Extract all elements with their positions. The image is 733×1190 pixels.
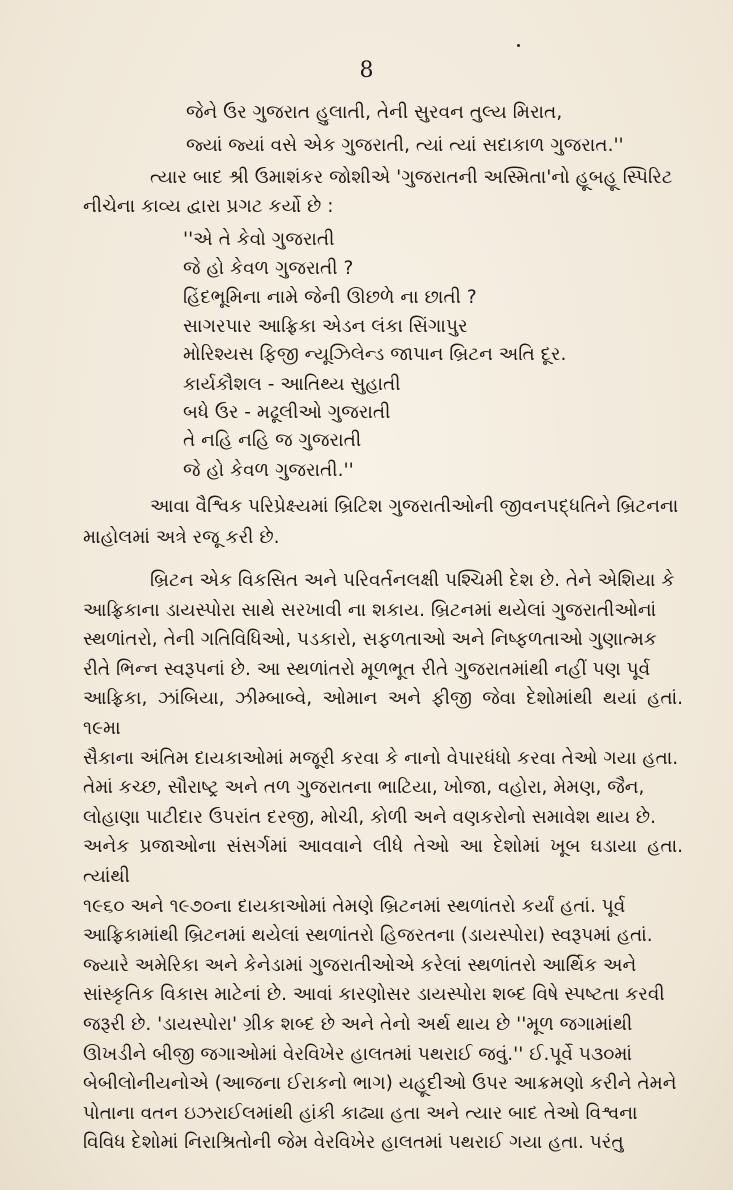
paragraph-line: જરૂરી છે. 'ડાયસ્પોરા' ગ્રીક શબ્દ છે અને તેનો અર્થ થાય છે ''મૂળ જગામાંથી — [83, 1013, 633, 1035]
verse-line: જેને ઉર ગુજરાત હુલાતી, તેની સુરવન તુલ્ય મિરાત, — [186, 102, 563, 123]
poem-line: જે હો કેવળ ગુજરાતી.'' — [183, 460, 354, 481]
paragraph-line: અનેક પ્રજાઓના સંસર્ગમાં આવવાને લીધે તેઓ આ દેશોમાં ખૂબ ઘડાયા હતા. ત્યાંથી — [83, 836, 683, 887]
page-number: 8 — [359, 58, 374, 83]
poem-line: જે હો કેવળ ગુજરાતી ? — [183, 258, 354, 279]
poem-line: બધે ઉર - મઢૂલીઓ ગુજરાતી — [183, 402, 391, 423]
poem-line: હિંદભૂમિના નામે જેની ઊછળે ના છાતી ? — [183, 287, 477, 308]
paragraph-line: આફ્રિકાના ડાયસ્પોરા સાથે સરખાવી ના શકાય. બ્રિટનમાં થયેલાં ગુજરાતીઓનાં — [83, 599, 657, 621]
poem-line: તે નહિ નહિ જ ગુજરાતી — [183, 430, 362, 451]
paragraph-line: વિવિધ દેશોમાં નિરાશ્રિતોની જેમ વેરવિખેર હાલતમાં પથરાઈ ગયા હતા. પરંતુ — [83, 1132, 624, 1154]
intro-line: ત્યાર બાદ શ્રી ઉમાશંકર જોશીએ 'ગુજરાતની અસ્મિતા'નો હૂબહૂ સ્પિરિટ — [150, 167, 673, 188]
paragraph-line: રીતે ભિન્ન સ્વરૂપનાં છે. આ સ્થળાંતરો મૂળભૂત રીતે ગુજરાતમાંથી નહીં પણ પૂર્વ — [83, 658, 651, 680]
paragraph-line: બ્રિટન એક વિકસિત અને પરિવર્તનલક્ષી પશ્ચિમી દેશ છે. તેને એશિયા કે — [150, 570, 675, 591]
paragraph-diaspora — [83, 566, 683, 1158]
paragraph-line: માહોલમાં અત્રે રજૂ કરી છે. — [83, 527, 280, 548]
paragraph-line: સ્થળાંતરો, તેની ગતિવિધિઓ, પડકારો, સફળતાઓ અને નિષ્ફળતાઓ ગુણાત્મક — [83, 629, 657, 651]
paragraph-line: જ્યારે અમેરિકા અને કેનેડામાં ગુજરાતીઓએ કરેલાં સ્થળાંતરો આર્થિક અને — [83, 954, 637, 976]
paragraph-line: પોતાના વતન ઇઝરાઈલમાંથી હાંકી કાઢ્યા હતા અને ત્યાર બાદ તેઓ વિશ્વના — [83, 1102, 638, 1124]
paragraph-line: સૈકાના અંતિમ દાયકાઓમાં મજૂરી કરવા કે નાનો વેપારધંધો કરવા તેઓ ગયા હતા. — [83, 747, 679, 769]
paragraph-line: તેમાં કચ્છ, સૌરાષ્ટ્ર અને તળ ગુજરાતના ભાટિયા, ખોજા, વહોરા, મેમણ, જૈન, — [83, 777, 645, 799]
page-speck — [517, 44, 520, 47]
paragraph-line: સાંસ્કૃતિક વિકાસ માટેનાં છે. આવાં કારણોસર ડાયસ્પોરા શબ્દ વિષે સ્પષ્ટતા કરવી — [83, 984, 665, 1006]
paragraph-line: આફ્રિકામાંથી બ્રિટનમાં થયેલાં સ્થળાંતરો હિજરતના (ડાયસ્પોરા) સ્વરૂપમાં હતાં. — [83, 925, 653, 947]
paragraph-line: લોહાણા પાટીદાર ઉપરાંત દરજી, મોચી, કોળી અને વણકરોનો સમાવેશ થાય છે. — [83, 806, 656, 828]
intro-line: નીચેના કાવ્ય દ્વારા પ્રગટ કર્યો છે : — [83, 196, 334, 217]
paragraph-line: ઊખડીને બીજી જગાઓમાં વેરવિખેર હાલતમાં પથરાઈ જવું.'' ઈ.પૂર્વે ૫૩૦માં — [83, 1043, 633, 1065]
poem-line: સાગરપાર આફ્રિકા એડન લંકા સિંગાપુર — [183, 316, 468, 337]
paragraph-line: ૧૯૬૦ અને ૧૯૭૦ના દાયકાઓમાં તેમણે બ્રિટનમાં સ્થળાંતરો કર્યાં હતાં. પૂર્વ — [83, 895, 626, 917]
paragraph-line: બેબીલોનીયનોએ (આજના ઈરાકનો ભાગ) યહૂદીઓ ઉપર આક્રમણો કરીને તેમને — [83, 1073, 677, 1095]
paragraph-line: આફ્રિકા, ઝાંબિયા, ઝીમ્બાબ્વે, ઓમાન અને ફીજી જેવા દેશોમાંથી થયાં હતાં. ૧૯મા — [83, 688, 683, 739]
poem-line: કાર્યકૌશલ - આતિથ્ય સુહાતી — [183, 374, 401, 395]
paragraph-line: આવા વૈશ્વિક પરિપ્રેક્ષ્યમાં બ્રિટિશ ગુજરાતીઓની જીવનપદ્ધતિને બ્રિટનના — [150, 496, 679, 517]
poem-line: ''એ તે કેવો ગુજરાતી — [183, 229, 335, 250]
verse-line: જ્યાં જ્યાં વસે એક ગુજરાતી, ત્યાં ત્યાં સદાકાળ ગુજરાત.'' — [186, 135, 624, 156]
poem-line: મોરિશ્યસ ફિજી ન્યૂઝિલેન્ડ જાપાન બ્રિટન અતિ દૂર. — [183, 344, 567, 365]
